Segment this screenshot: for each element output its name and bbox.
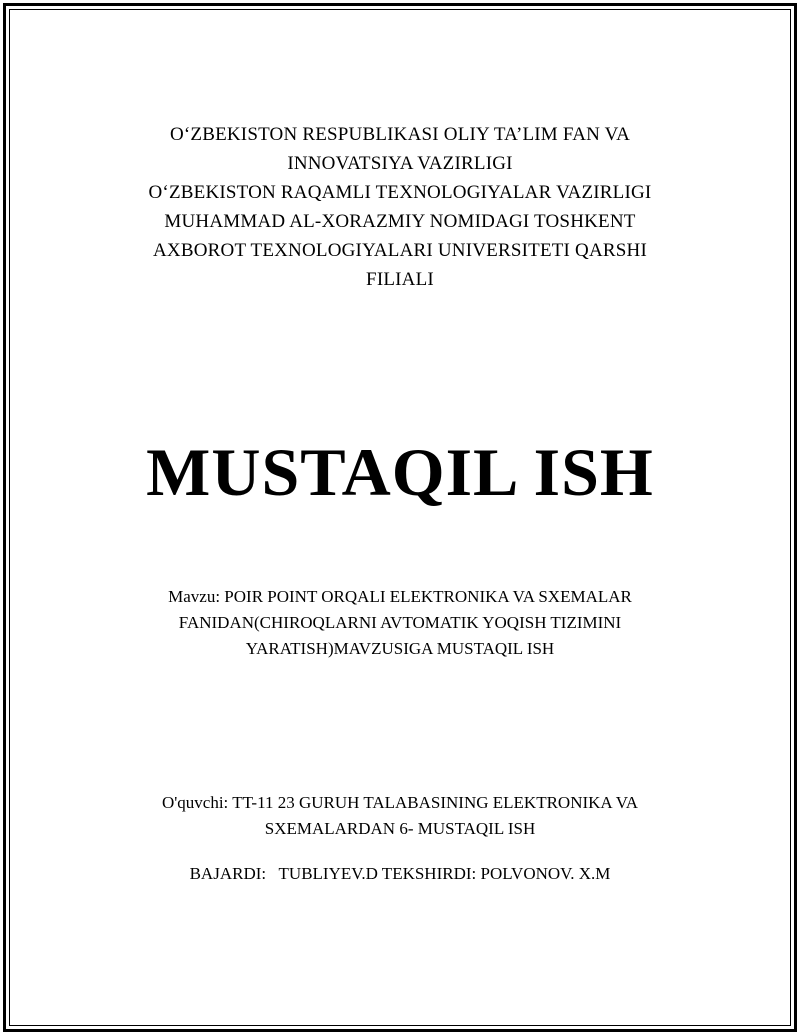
header-line: AXBOROT TEXNOLOGIYALARI UNIVERSITETI QARSHI bbox=[153, 240, 647, 261]
student-line: O'quvchi: TT-11 23 GURUH TALABASINING ELEKTRONIKA VA bbox=[161, 793, 639, 812]
topic-block bbox=[80, 584, 720, 662]
header-line: MUHAMMAD AL-XORAZMIY NOMIDAGI TOSHKENT bbox=[164, 211, 636, 232]
topic-line: FANIDAN(CHIROQLARNI AVTOMATIK YOQISH TIZIMINI bbox=[178, 613, 622, 632]
student-line: SXEMALARDAN 6- MUSTAQIL ISH bbox=[264, 819, 536, 838]
header-line: O‘ZBEKISTON RAQAMLI TEXNOLOGIYALAR VAZIRLIGI bbox=[148, 182, 652, 203]
signoff-line: BAJARDI: TUBLIYEV.D TEKSHIRDI: POLVONOV. X.M bbox=[189, 864, 611, 883]
topic-line: YARATISH)MAVZUSIGA MUSTAQIL ISH bbox=[245, 639, 555, 658]
header-line: FILIALI bbox=[366, 269, 434, 290]
header-line: INNOVATSIYA VAZIRLIGI bbox=[287, 153, 513, 174]
topic-line: Mavzu: POIR POINT ORQALI ELEKTRONIKA VA SXEMALAR bbox=[168, 587, 632, 606]
student-block bbox=[80, 790, 720, 842]
institution-header bbox=[60, 120, 740, 294]
header-line: O‘ZBEKISTON RESPUBLIKASI OLIY TA’LIM FAN VA bbox=[169, 124, 631, 145]
document-title: MUSTAQIL ISH bbox=[146, 434, 654, 510]
